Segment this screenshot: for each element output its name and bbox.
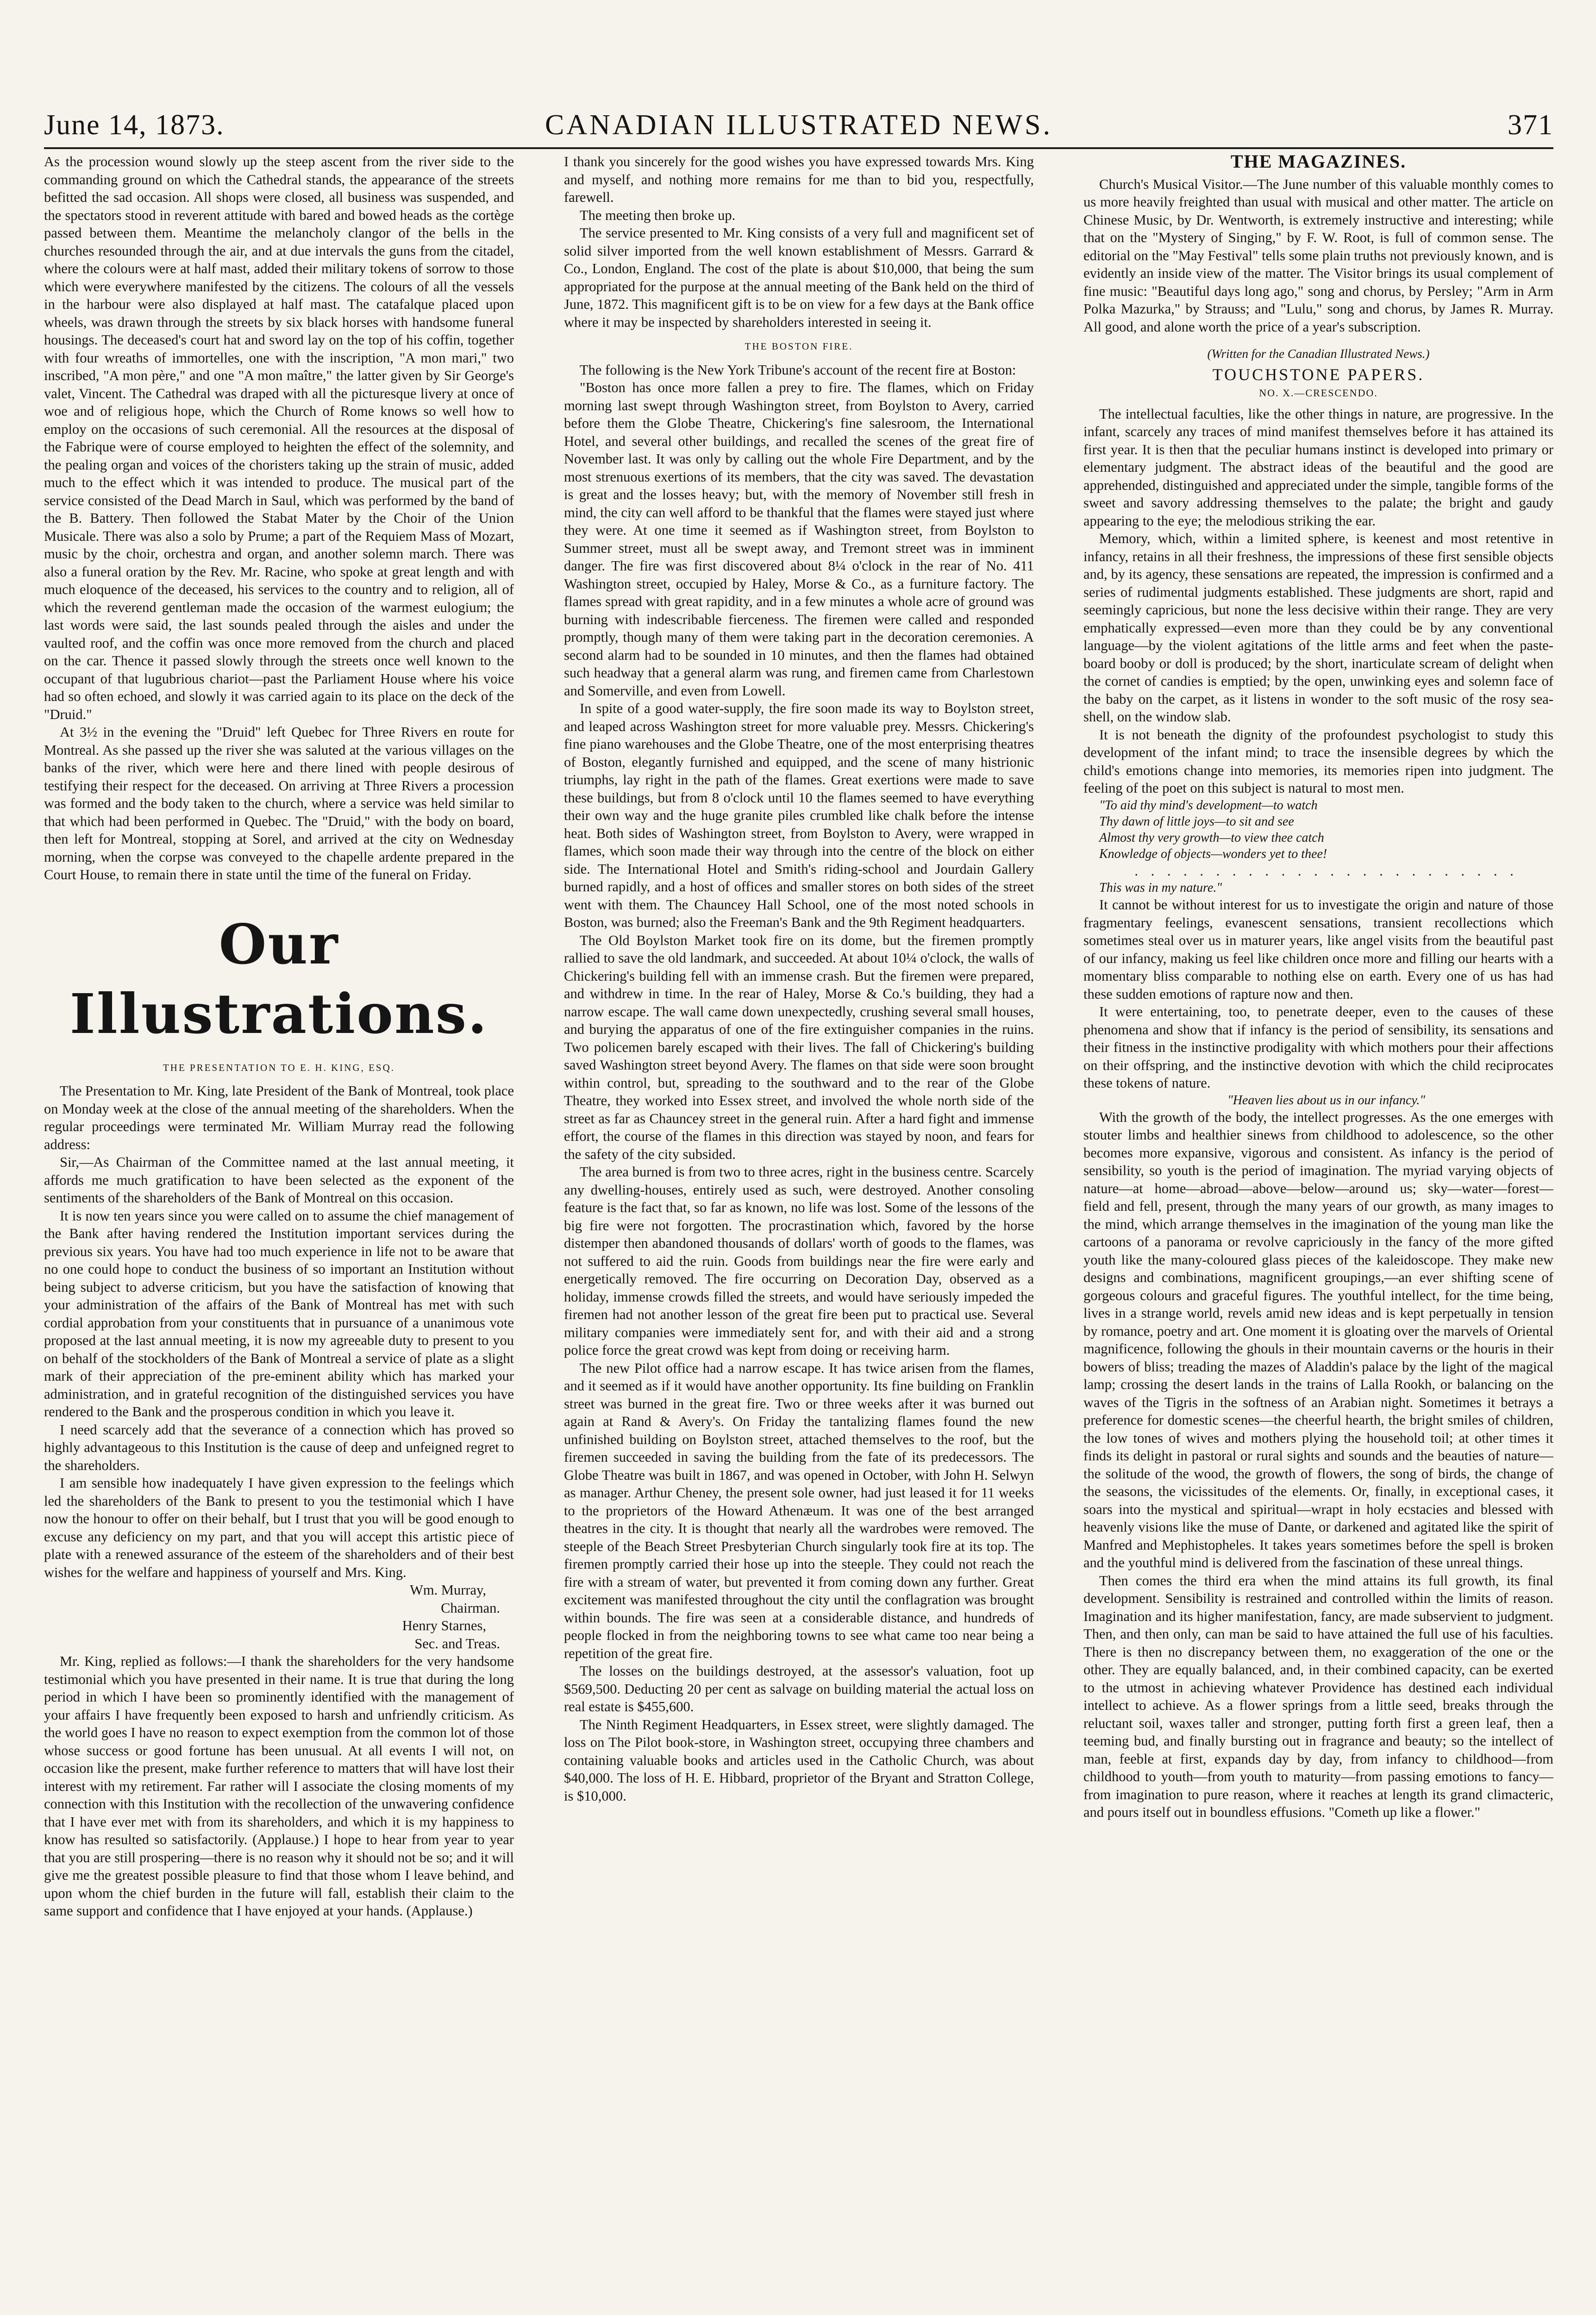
article-subheading: NO. X.—CRESCENDO. [1259, 387, 1378, 399]
verse-line: Knowledge of objects—wonders yet to thee! [1099, 846, 1327, 861]
paragraph: The losses on the buildings destroyed, at the assessor's valuation, foot up $569,500. Deducting 20 per cent as salvage on building material the actual loss on real estate is $455,600. [564, 1663, 1034, 1714]
masthead [44, 109, 1553, 150]
paragraph: The following is the New York Tribune's account of the recent fire at Boston: [580, 362, 1016, 378]
paragraph: It cannot be without interest for us to investigate the origin and nature of those fragmentary feelings, evanescent sensations, transient recollections which sometimes steal over us in maturer years, like angel visits from the beautiful past of our infancy, making us feel like children once more and filling our hearts with a momentary bliss comparable to nothing else on earth. Every one of us has had these sudden emotions of rapture now and then. [1083, 897, 1553, 1002]
paragraph: It is now ten years since you were called on to assume the chief management of the Bank after having rendered the Institution important services during the previous six years. You have had too much experience in life not to be aware that no one could hope to conduct the business of so important an Institution without being subject to adverse criticism, but you have the satisfaction of knowing that your administration of the affairs of the Bank of Montreal has met with such cordial approbation from your constituents that in pursuance of a unanimous vote proposed at the last annual meeting, it is now my agreeable duty to present to you on behalf of the stockholders of the Bank of Montreal a service of plate as a slight mark of their appreciation of the pre-eminent ability which has marked your administration, and in grateful recognition of the distinguished services you have rendered to the Bank and the prosperous condition in which you leave it. [44, 1208, 514, 1420]
issue-date: June 14, 1873. [44, 109, 225, 141]
paragraph: Sir,—As Chairman of the Committee named at the last annual meeting, it affords me much gratification to have been selected as the exponent of the sentiments of the shareholders of the Bank of Montreal on this occasion. [44, 1154, 514, 1206]
paragraph: The Ninth Regiment Headquarters, in Essex street, were slightly damaged. The loss on The Pilot book-store, in Washington street, occupying three chambers and containing valuable books and articles used in the Catholic Church, was about $40,000. The loss of H. E. Hibbard, proprietor of the Bryant and Stratton College, is $10,000. [564, 1716, 1034, 1804]
page-number: 371 [1508, 109, 1553, 141]
paragraph: I thank you sincerely for the good wishes you have expressed towards Mrs. King and myself, and nothing more remains for me than to bid you, respectfully, farewell. [564, 154, 1034, 205]
paragraph: The area burned is from two to three acres, right in the business centre. Scarcely any dwelling-houses, entirely used as such, were destroyed. Another consoling feature is the fact that, so far as known, no life was lost. Some of the lessons of the big fire were not forgotten. The procrastination which, favored by the horse distemper then abandoned thousands of dollars' worth of goods to the flames, was not suffered to aid the ruin. Goods from buildings near the fire were early and energetically removed. The fire occurring on Decoration Day, observed as a holiday, immense crowds filled the streets, and would have seriously impeded the firemen had not another lesson of the great fire been put to practical use. Several military companies were immediately sent for, and with their aid and a strong police force the great crowd was kept from doing or receiving harm. [564, 1164, 1034, 1358]
paragraph: I need scarcely add that the severance of a connection which has proved so highly advantageous to this Institution is the cause of deep and unfeigned regret to the shareholders. [44, 1421, 514, 1473]
paragraph: I am sensible how inadequately I have given expression to the feelings which led the shareholders of the Bank to present to you the testimonial which I have now the honour to offer on their behalf, but I trust that you will be good enough to excuse any deficiency on my part, and that you will accept this artistic piece of plate with a renewed assurance of the esteem of the shareholders and of their best wishes for the welfare and happiness of yourself and Mrs. King. [44, 1475, 514, 1580]
paragraph: Memory, which, within a limited sphere, is keenest and most retentive in infancy, retains in all their freshness, the impressions of these first sensible objects and, by its agency, these sensations are repeated, the impression is confirmed and a series of rudimental judgments established. These judgments are short, rapid and seemingly capricious, but none the less decisive within their range. They are very emphatically expressed—even more than they could be by any conventional language—by the violent agitations of the little arms and feet when the paste-board booby or doll is produced; by the short, inarticulate scream of delight when the cornet of candies is emptied; by the open, unwinking eyes and solemn face of the baby on the carpet, as it listens in wonder to the soft music of the rosy sea-shell, on the window slab. [1083, 531, 1553, 725]
byline: (Written for the Canadian Illustrated News.) [1207, 347, 1430, 361]
paragraph: It were entertaining, too, to penetrate deeper, even to the causes of these phenomena and show that if infancy is the period of sensibility, its sensations and their fitness in the instinctive prodigality with which mothers pour their affections on their offspring, and the instinctive devotion with which the child reciprocates these tokens of nature. [1083, 1004, 1553, 1091]
column-3 [1083, 153, 1553, 2292]
verse-line: Thy dawn of little joys—to sit and see [1099, 814, 1294, 829]
article-heading: TOUCHSTONE PAPERS. [1212, 365, 1425, 384]
paragraph: With the growth of the body, the intellect progresses. As the one emerges with stouter limbs and healthier sinews from childhood to adolescence, so the other becomes more expansive, vigorous and consistent. As infancy is the period of sensibility, so youth is the period of imagination. The myriad varying objects of nature—at home—abroad—above—below—around us; sky—water—forest—field and fell, present, through the many years of our growth, as many images to the mind, which arrange themselves in the imagination of the young man like the cartoons of a panorama or revolve capriciously in the fancy of the more gifted youth like the many-coloured glass pieces of the kaleidoscope. They make new designs and combinations, magnificent groupings,—an ever shifting scene of gorgeous colours and graceful figures. The youthful intellect, for the time being, lives in a strange world, revels amid new ideas and is kept perpetually in tension by romance, poetry and art. One moment it is gloating over the marvels of Oriental magnificence, following the ghouls in their mountain caverns or the houris in their bowers of bliss; treading the mazes of Aladdin's palace by the light of the magical lamp; crossing the desert lands in the trains of Lalla Rookh, or balancing on the waves of the Tigris in the softness of an Arabian night. Sometimes it betrays a preference for domestic scenes—the cheerful hearth, the bright smiles of children, the low tones of wives and mothers plying the household toil; at other times it finds its delight in pastoral or rural sights and sounds and the beauties of nature—the solitude of the wood, the growth of flowers, the song of birds, the change of the seasons, the vicissitudes of the elements. Or, finally, in exceptional cases, it soars into the mystical and spiritual—wrapt in holy ecstacies and blessed with heavenly visions like the muse of Dante, or darkened and agitated like the spirit of Manfred and Mephistopheles. It takes years sometimes before the spell is broken and the youthful mind is delivered from the fascination of these unreal things. [1083, 1109, 1553, 1570]
presentation-article [44, 1082, 514, 1920]
paragraph: In spite of a good water-supply, the fire soon made its way to Boylston street, and leaped across Washington street for more valuable prey. Messrs. Chickering's fine piano warehouses and the Globe Theatre, one of the most enterprising theatres of Boston, elegantly furnished and equipped, and the scene of many histrionic triumphs, lay right in the path of the flames. Great exertions were made to save these buildings, but from 8 o'clock until 10 the flames seemed to have everything their own way and the huge granite piles crumbled like chalk before the intense heat. Both sides of Washington street, from Boylston to Avery, were wrapped in flames, which soon made their way through into the centre of the block on either side. The International Hotel and Smith's riding-school and Jourdain Gallery burned rapidly, and a host of offices and smaller stores on both sides of the street went with them. The Chauncey Hall School, one of the most noted schools in Boston, was burned; also the Freeman's Bank and the 9th Regiment headquarters. [564, 701, 1034, 930]
article-heading: THE PRESENTATION TO E. H. KING, ESQ. [163, 1062, 395, 1073]
paper-title: CANADIAN ILLUSTRATED NEWS. [545, 109, 1053, 141]
paragraph: The new Pilot office had a narrow escape. It has twice arisen from the flames, and it seemed as if it would have another opportunity. Its fine building on Franklin street was burned in the great fire. Two or three weeks after it was burned out again at Rand & Avery's. On Friday the tantalizing flames found the new unfinished building on Boylston street, attached themselves to the roof, but the firemen succeeded in saving the building from the fate of its predecessors. The Globe Theatre was built in 1867, and was opened in October, with John H. Selwyn as manager. Arthur Cheney, the present sole owner, had just leased it for 11 weeks to the proprietors of the Howard Athenæum. It was one of the best arranged theatres in the city. It is thought that nearly all the wardrobes were removed. The steeple of the Beach Street Presbyterian Church singularly took fire at its top. The firemen promptly carried their hose up into the steeple. They could not reach the fire with a stream of water, but prevented it from coming down any further. Great excitement was manifested throughout the city until the conflagration was brought within bounds. The fire was seen at a considerable distance, and hundreds of people flocked in from the neighboring towns to see what came too near being a repetition of the great fire. [564, 1360, 1034, 1661]
verse-ellipsis: . . . . . . . . . . . . . . . . . . . . . . . . [1134, 863, 1518, 879]
paragraph: The Presentation to Mr. King, late President of the Bank of Montreal, took place on Monday week at the close of the annual meeting of the shareholders. When the regular proceedings were terminated Mr. William Murray read the following address: [44, 1083, 514, 1152]
paragraph: Church's Musical Visitor.—The June number of this valuable monthly comes to us more heavily freighted than usual with musical and other matter. The article on Chinese Music, by Dr. Wentworth, is extremely instructive and interesting; while that on the "Mystery of Singing," by F. W. Root, is full of common sense. The editorial on the "May Festival" tells some plain truths not previously known, and is evidently an inside view of the matter. The Visitor brings its usual complement of fine music: "Beautiful days long ago," song and chorus, by Persley; "Arm in Arm Polka Mazurka," by Strauss; and "Lulu," song and chorus, by James R. Murray. All good, and alone worth the price of a year's subscription. [1083, 176, 1553, 335]
paragraph: The service presented to Mr. King consists of a very full and magnificent set of solid silver imported from the well known establishment of Messrs. Garrard & Co., London, England. The cost of the plate is about $10,000, that being the sum appropriated for the purpose at the annual meeting of the Bank held on the third of June, 1872. This magnificent gift is to be on view for a few days at the Bank office where it may be inspected by shareholders interested in seeing it. [564, 225, 1034, 330]
article-heading: THE BOSTON FIRE. [745, 341, 853, 352]
paragraph: The Old Boylston Market took fire on its dome, but the firemen promptly rallied to save the old landmark, and succeeded. At about 10¼ o'clock, the walls of Chickering's building fell with an immense crash. But the firemen were prepared, and withdrew in time. In the rear of Haley, Morse & Co.'s building, they had a narrow escape. The wall came down unexpectedly, crushing several small houses, and burying the apparatus of one of the fire extinguisher companies in the ruins. Two policemen barely escaped with their lives. The fall of Chickering's building saved Washington street beyond Avery. The flames on that side were soon brought within control, but, spreading to the southward and to the rear of the Globe Theatre, they worked into Essex street, and involved the whole north side of the street as far as Chauncey street in the general ruin. After a hard fight and immense effort, the course of the flames in this direction was stayed by noon, and fears for the safety of the city subsided. [564, 932, 1034, 1162]
signature-name: Wm. Murray, [410, 1582, 486, 1598]
paragraph: The meeting then broke up. [580, 207, 736, 223]
signature-title: Chairman. [441, 1600, 500, 1616]
column-2 [564, 153, 1034, 2292]
paragraph: "Boston has once more fallen a prey to fire. The flames, which on Friday morning last swept through Washington street, from Boylston to Avery, carried before them the Globe Theatre, Chickering's fine salesroom, the International Hotel, and several other buildings, and recalled the scenes of the great fire of November last. It was only by calling out the whole Fire Department, and by the most strenuous exertions of its members, that the city was saved. The devastation is great and the losses heavy; but, with the memory of November still fresh in mind, the city can well afford to be thankful that the flames were stayed just where they were. At one time it seemed as if Washington street, from Boylston to Summer street, must all be swept away, and Tremont street was in imminent danger. The fire was first discovered about 8¼ o'clock in the rear of No. 411 Washington street, occupied by Haley, Morse & Co., as a furniture factory. The flames spread with great rapidity, and in a few minutes a whole acre of ground was burning with indescribable fierceness. The firemen were called and responded promptly, though many of them were taking part in the decoration ceremonies. A second alarm had to be sounded in 10 minutes, and then the flames had obtained such headway that a general alarm was rung, and firemen came from Charlestown and Somerville, and even from Lowell. [564, 380, 1034, 699]
paragraph: Mr. King, replied as follows:—I thank the shareholders for the very handsome testimonial which you have presented in their name. It is true that during the long period in which I have been so prominently identified with the management of your affairs I have frequently been exposed to harsh and unfriendly criticism. As the world goes I have no reason to expect exemption from the common lot of those whose success or good fortune has been unusual. At all events I will not, on occasion like the present, make further reference to matters that will have lost their interest with my retirement. Far rather will I associate the closing moments of my connection with this Institution with the recollection of the unwavering confidence that I have ever met with from its shareholders, and which it is my happiness to know has resulted so satisfactorily. (Applause.) I hope to hear from year to year that you are still prospering—there is no reason why it should not be so; and it will give me the greatest possible pleasure to find that those whom I leave behind, and upon whom the chief burden in the future will fall, establish their claim to the same support and confidence that I have enjoyed at your hands. (Applause.) [44, 1653, 514, 1919]
article-heading: THE MAGAZINES. [1230, 153, 1407, 172]
verse-line: This was in my nature." [1099, 881, 1222, 895]
paragraph: The intellectual faculties, like the other things in nature, are progressive. In the infant, scarcely any traces of mind manifest themselves before it has attained its first year. It is then that the peculiar humans instinct is developed into primary or elementary judgment. The abstract ideas of the beautiful and the good are apprehended, distinguished and appreciated under the simple, tangible forms of the sweet and savory addressing themselves to the palate; the bright and gaudy appearing to the eye; the melodious striking the ear. [1083, 406, 1553, 529]
masthead-rule [44, 147, 1553, 149]
paragraph: Then comes the third era when the mind attains its full growth, its final development. Sensibility is restrained and controlled within the limits of reason. Imagination and its higher manifestation, fancy, are made subservient to judgment. Then, and then only, can man be said to have attained the full use of his faculties. There is then no discrepancy between them, no exaggeration of the one or the other. They are equally balanced, and, in their combined capacity, can be exerted to the utmost in achieving whatever Providence has destined each individual intellect to achieve. As a flower springs from a little seed, breaks through the reluctant soil, waxes taller and stronger, putting forth first a green leaf, then a teeming bud, and finally bursting out in fragrance and beauty; so the intellect of man, feeble at first, expands day by day, from infancy to childhood—from childhood to youth—from youth to maturity—from passing emotions to fancy—from imagination to pure reason, where it reaches at length its grand climacteric, and pours itself out in boundless effusions. "Cometh up like a flower." [1083, 1572, 1553, 1820]
signature-title: Sec. and Treas. [414, 1635, 500, 1652]
paragraph: At 3½ in the evening the "Druid" left Quebec for Three Rivers en route for Montreal. As she passed up the river she was saluted at the various villages on the banks of the river, which were here and there lined with people desirous of testifying their respect for the deceased. On arriving at Three Rivers a procession was formed and the body taken to the church, where a service was held similar to that which had been performed in Quebec. The "Druid," with the body on board, then left for Montreal, stopping at Sorel, and arrived at the city on Wednesday morning, when the corpse was conveyed to the chapelle ardente prepared in the Court House, to remain there in state until the time of the funeral on Friday. [44, 724, 514, 882]
paragraph: It is not beneath the dignity of the profoundest psychologist to study this development of the infant mind; to trace the insensible degrees by which the child's emotions change into memories, its memories ripen into judgment. The feeling of the poet on this subject is natural to most men. [1083, 726, 1553, 796]
quotation: "Heaven lies about us in our infancy." [1227, 1093, 1426, 1107]
column-1 [44, 153, 514, 2292]
verse-line: "To aid thy mind's development—to watch [1099, 798, 1318, 813]
funeral-article [44, 153, 514, 884]
verse-line: Almost thy very growth—to view thee catch [1099, 830, 1324, 845]
signature-name: Henry Starnes, [402, 1618, 486, 1633]
section-title: Our Illustrations. [69, 912, 488, 1046]
verse-block [1083, 797, 1553, 896]
paragraph: As the procession wound slowly up the steep ascent from the river side to the commanding ground on which the Cathedral stands, the appearance of the streets befitted the sad occasion. All shops were closed, all business was suspended, and the spectators stood in reverent attitude with bared and bowed heads as the cortège passed between them. Meantime the melancholy clangor of the bells in the churches resounded through the air, and at due intervals the guns from the citadel, where the colours were at half mast, added their military tokens of sorrow to those which were everywhere manifested by the citizens. The colours of all the vessels in the harbour were also displayed at half mast. The catafalque placed upon wheels, was drawn through the streets by six black horses with handsome funeral housings. The deceased's court hat and sword lay on the top of his coffin, together with four wreaths of immortelles, one with the inscription, "A mon mari," two inscribed, "A mon père," and one "A mon maître," the latter given by Sir George's valet, Vincent. The Cathedral was draped with all the picturesque livery at once of woe and of religious hope, which the Church of Rome knows so well how to employ on the occasions of such ceremonial. All the resources at the disposal of the Fabrique were of course employed to heighten the effect of the solemnity, and the pealing organ and voices of the choristers taking up the strain of music, added much to the effect which it was intended to produce. The musical part of the service consisted of the Dead March in Saul, which was performed by the band of the B. Battery. Then followed the Stabat Mater by the Choir of the Union Musicale. There was also a solo by Prume; a part of the Requiem Mass of Mozart, music by the choir, orchestra and organ, and another solemn march. There was also a funeral oration by the Rev. Mr. Racine, who spoke at great length and with much eloquence of the deceased, his services to the country and to religion, all of which the reverend gentleman made the occasion of the warmest eulogium; the last words were said, the last sounds pealed through the aisles and under the vaulted roof, and the coffin was once more removed from the church and placed on the car. Thence it passed slowly through the streets once well known to the occupant of that lugubrious chariot—past the Parliament House where his voice had so often echoed, and slowly it was carried again to its place on the deck of the "Druid." [44, 154, 514, 722]
